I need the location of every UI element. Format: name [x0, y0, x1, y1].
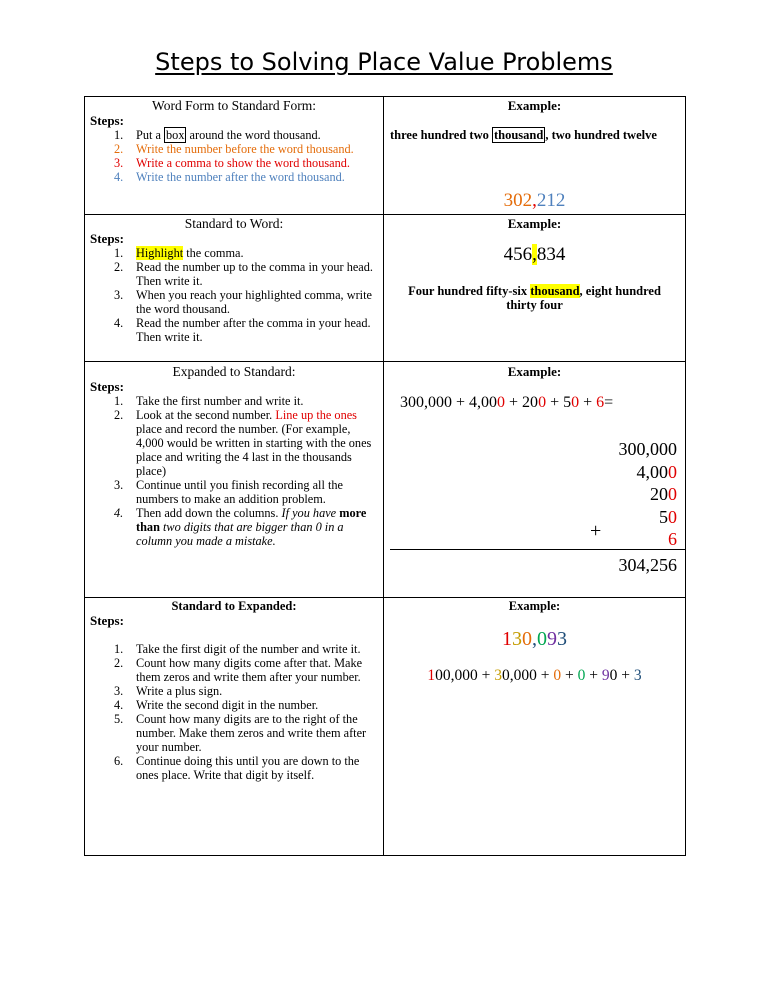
list-item: 1. Take the first digit of the number and write it.: [114, 642, 361, 656]
steps-list: [85, 128, 383, 184]
list-item: 2. Read the number up to the comma in your head. Then write it.: [114, 260, 373, 288]
steps-list: [85, 642, 383, 782]
list-item: 4. Write the second digit in the number.: [114, 698, 319, 712]
table-row: [85, 97, 686, 215]
example-label: Example:: [507, 98, 562, 113]
steps-cell: [85, 598, 384, 856]
addition-column: [619, 438, 678, 551]
list-item: 3. Write a comma to show the word thousand.: [114, 156, 350, 170]
list-item: 3. When you reach your highlighted comma, write the word thousand.: [114, 288, 372, 316]
addend-row: 6: [668, 529, 677, 549]
page-title: Steps to Solving Place Value Problems: [155, 48, 613, 76]
example-number: 456,834: [503, 244, 566, 265]
boxed-word: box: [166, 128, 185, 142]
example-label: Example:: [507, 364, 562, 379]
table-row: [85, 362, 686, 598]
example-label: Example:: [507, 216, 562, 231]
sum: 304,256: [618, 555, 677, 575]
steps-cell: [85, 362, 384, 598]
steps-label: Steps:: [90, 231, 124, 246]
example-text: three hundred two thousand , two hundred twelve: [390, 128, 657, 142]
list-item: 4. Write the number after the word thousand.: [114, 170, 345, 184]
list-item: 6. Continue doing this until you are down to the ones place. Write that digit by itself.: [114, 754, 360, 782]
expanded-form: 100,000 + 30,000 + 0 + 0 + 90 + 3: [427, 667, 642, 684]
steps-label: Steps:: [90, 113, 124, 128]
list-item: 2. Write the number before the word thousand.: [114, 142, 354, 156]
addend-row: 200: [650, 484, 677, 504]
list-item: 4. Read the number after the comma in your head. Then write it.: [114, 316, 371, 344]
list-item: 1. Highlight the comma.: [114, 246, 244, 260]
section-heading: Expanded to Standard:: [172, 364, 296, 379]
addend-row: 300,000: [618, 439, 677, 459]
example-cell: [384, 598, 686, 856]
list-item: 3. Write a plus sign.: [114, 684, 223, 698]
list-item: 1. Take the first number and write it.: [114, 394, 304, 408]
list-item: 4. Then add down the columns. If you have more than two digits that are bigger than 0 in a column you made a mistake.: [114, 506, 367, 548]
example-cell: [384, 97, 686, 215]
highlighted-word: Highlight: [136, 246, 184, 260]
example-label: Example:: [508, 599, 561, 613]
addend-row: 4,000: [636, 461, 677, 482]
list-item: 1. Put a box around the word thousand.: [114, 128, 321, 142]
list-item: 3. Continue until you finish recording all the numbers to make an addition problem.: [114, 478, 343, 506]
place-value-table: [84, 96, 686, 856]
steps-label: Steps:: [90, 613, 124, 628]
table-row: [85, 598, 686, 856]
steps-cell: [85, 97, 384, 215]
section-heading: Word Form to Standard Form:: [152, 98, 316, 113]
section-heading: Standard to Expanded:: [171, 599, 297, 613]
steps-label: Steps:: [90, 379, 124, 394]
boxed-word: thousand: [493, 128, 544, 142]
example-number: 130,093: [502, 628, 567, 650]
section-heading: Standard to Word:: [184, 216, 284, 231]
list-item: 2. Count how many digits come after that. Make them zeros and write them after your number.: [114, 656, 363, 684]
addend-row: 50: [659, 506, 677, 527]
equation: 300,000 + 4,000 + 200 + 50 + 6=: [400, 394, 614, 411]
example-text: Four hundred fifty-six thousand, eight hundred thirty four: [408, 284, 661, 312]
list-item: 2. Look at the second number. Line up the ones place and record the number. (For example, 4,000 would be written in starting with the ones place and writing the 4 last in the thousands place): [114, 408, 372, 478]
sum-line: [390, 549, 685, 550]
table-row: [85, 215, 686, 362]
example-number: 302,212: [503, 190, 566, 211]
steps-list: [85, 246, 383, 344]
plus-sign: +: [590, 520, 602, 542]
example-cell: [384, 362, 686, 598]
steps-list: [85, 394, 383, 548]
steps-cell: [85, 215, 384, 362]
list-item: 5. Count how many digits are to the right of the number. Make them zeros and write them after your number.: [114, 712, 367, 754]
example-cell: [384, 215, 686, 362]
